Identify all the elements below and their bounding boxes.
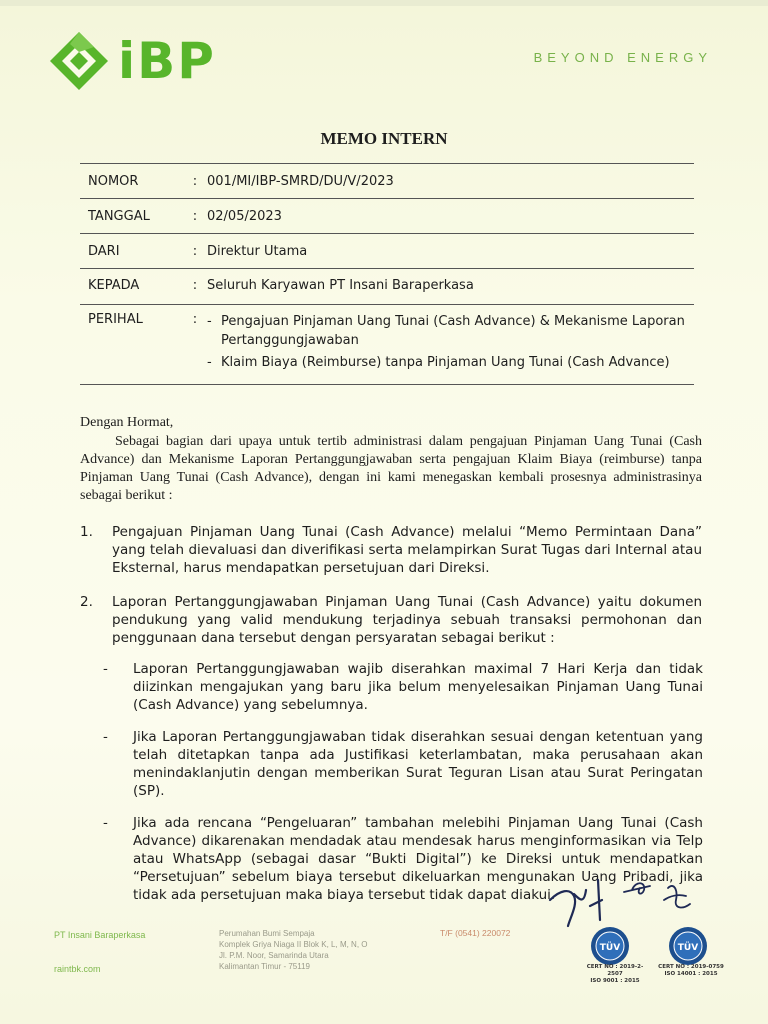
dash: -	[207, 355, 212, 370]
item-number: 1.	[80, 524, 93, 540]
separator: :	[192, 243, 198, 259]
tagline: BEYOND ENERGY	[533, 50, 712, 65]
dash: -	[207, 314, 212, 329]
perihal-item-line: Pertanggungjawaban	[221, 333, 359, 348]
perihal-list	[207, 312, 694, 375]
item-text: Pengajuan Pinjaman Uang Tunai (Cash Advance) melalui “Memo Permintaan Dana” yang telah dievaluasi dan diverifikasi serta melampirkan Surat Tugas dari Internal atau Eksternal, harus mendapatkan persetujuan dari Direksi.	[112, 524, 702, 576]
kepada-value: Seluruh Karyawan PT Insani Baraperkasa	[207, 278, 474, 293]
top-edge	[0, 0, 768, 6]
cert-text	[656, 964, 726, 978]
footer-website: raintbk.com	[54, 964, 101, 974]
intro-paragraph: Sebagai bagian dari upaya untuk tertib administrasi dalam pengajuan Pinjaman Uang Tunai (Cash Advance) dan Mekanisme Laporan Pertanggungjawaban serta pengajuan Klaim Biaya (reimburse) tanpa Pinjaman Uang Tunai (Cash Advance), dengan ini kami menegaskan kembali prosesnya administrasinya sebagai berikut :	[80, 434, 702, 503]
address-line: Jl. P.M. Noor, Samarinda Utara	[219, 951, 329, 960]
greeting: Dengan Hormat,	[80, 415, 174, 430]
row-nomor	[80, 164, 694, 199]
nomor-value: 001/MI/IBP-SMRD/DU/V/2023	[207, 173, 394, 189]
address-line: Komplek Griya Niaga II Blok K, L, M, N, O	[219, 940, 368, 949]
address-line: Perumahan Bumi Sempaja	[219, 929, 315, 938]
footer	[0, 918, 768, 1018]
sub-bullet	[103, 728, 703, 800]
dash: -	[103, 729, 108, 745]
row-kepada	[80, 269, 694, 305]
list-item	[80, 593, 702, 647]
row-dari	[80, 234, 694, 269]
separator: :	[192, 312, 198, 327]
perihal-item-line: Klaim Biaya (Reimburse) tanpa Pinjaman Uang Tunai (Cash Advance)	[221, 355, 670, 370]
dash: -	[103, 815, 108, 831]
tuv-cert-badge-icon	[668, 926, 708, 966]
logo-text: iBP	[118, 32, 216, 90]
list-item	[80, 523, 702, 577]
separator: :	[192, 173, 198, 189]
cert-line: ISO 14001 : 2015	[664, 971, 718, 977]
cert-badge-text: TÜV	[599, 943, 621, 953]
tanggal-value: 02/05/2023	[207, 208, 282, 224]
dari-label: DARI	[88, 243, 120, 259]
separator: :	[192, 278, 198, 293]
cert-line: CERT NO : 2019-2-2507	[586, 964, 644, 977]
cert-line: CERT NO : 2019-0759	[658, 964, 724, 970]
tuv-cert-badge-icon	[590, 926, 630, 966]
perihal-item	[207, 353, 694, 372]
bullet-text: Jika Laporan Pertanggungjawaban tidak diserahkan sesuai dengan ketentuan yang telah ditetapkan tanpa ada Justifikasi keterlambatan, maka perusahaan akan menindaklanjutin dengan memberikan Surat Teguran Lisan atau Surat Peringatan (SP).	[133, 729, 703, 799]
cert-text	[580, 964, 650, 985]
bullet-text: Jika ada rencana “Pengeluaran” tambahan melebihi Pinjaman Uang Tunai (Cash Advance) dikarenakan mendadak atau mendesak harus menginformasikan via Telp atau WhatsApp (sebagai dasar “Bukti Digital”) ke Direksi untuk mendapatkan “Persetujuan” sebelum biaya tersebut dikeluarkan mengunakan Uang Pribadi, jika tidak ada persetujuan maka biaya tersebut tidak dapat diakui.	[133, 815, 703, 903]
perihal-item-line: Pengajuan Pinjaman Uang Tunai (Cash Advance) & Mekanisme Laporan	[221, 314, 685, 329]
dari-value: Direktur Utama	[207, 243, 308, 259]
tanggal-label: TANGGAL	[88, 208, 150, 224]
diamond-logo-icon	[48, 30, 110, 92]
separator: :	[192, 208, 198, 224]
footer-address	[219, 928, 368, 972]
cert-badge-text: TÜV	[677, 943, 699, 953]
company-logo	[48, 30, 216, 92]
item-number: 2.	[80, 594, 93, 610]
address-line: Kalimantan Timur - 75119	[219, 962, 311, 971]
perihal-item	[207, 312, 694, 350]
perihal-label: PERIHAL	[88, 312, 143, 327]
sub-bullet	[103, 660, 703, 714]
dash: -	[103, 661, 108, 677]
memo-title: MEMO INTERN	[320, 129, 448, 148]
kepada-label: KEPADA	[88, 278, 140, 293]
row-perihal	[80, 305, 694, 385]
nomor-label: NOMOR	[88, 173, 139, 189]
row-tanggal	[80, 199, 694, 234]
footer-company: PT Insani Baraperkasa	[54, 930, 146, 940]
memo-header-table	[80, 163, 694, 385]
item-text: Laporan Pertanggungjawaban Pinjaman Uang Tunai (Cash Advance) yaitu dokumen pendukung yang valid mendukung terjadinya sebuah transaksi permohonan dan penggunaan dana tersebut dengan persyaratan sebagai berikut :	[112, 594, 702, 646]
footer-phone: T/F (0541) 220072	[440, 928, 511, 938]
cert-line: ISO 9001 : 2015	[590, 978, 640, 984]
bullet-text: Laporan Pertanggungjawaban wajib diserahkan maximal 7 Hari Kerja dan tidak diizinkan mengajukan yang baru jika belum menyelesaikan Pinjaman Uang Tunai (Cash Advance) yang sebelumnya.	[133, 661, 703, 713]
